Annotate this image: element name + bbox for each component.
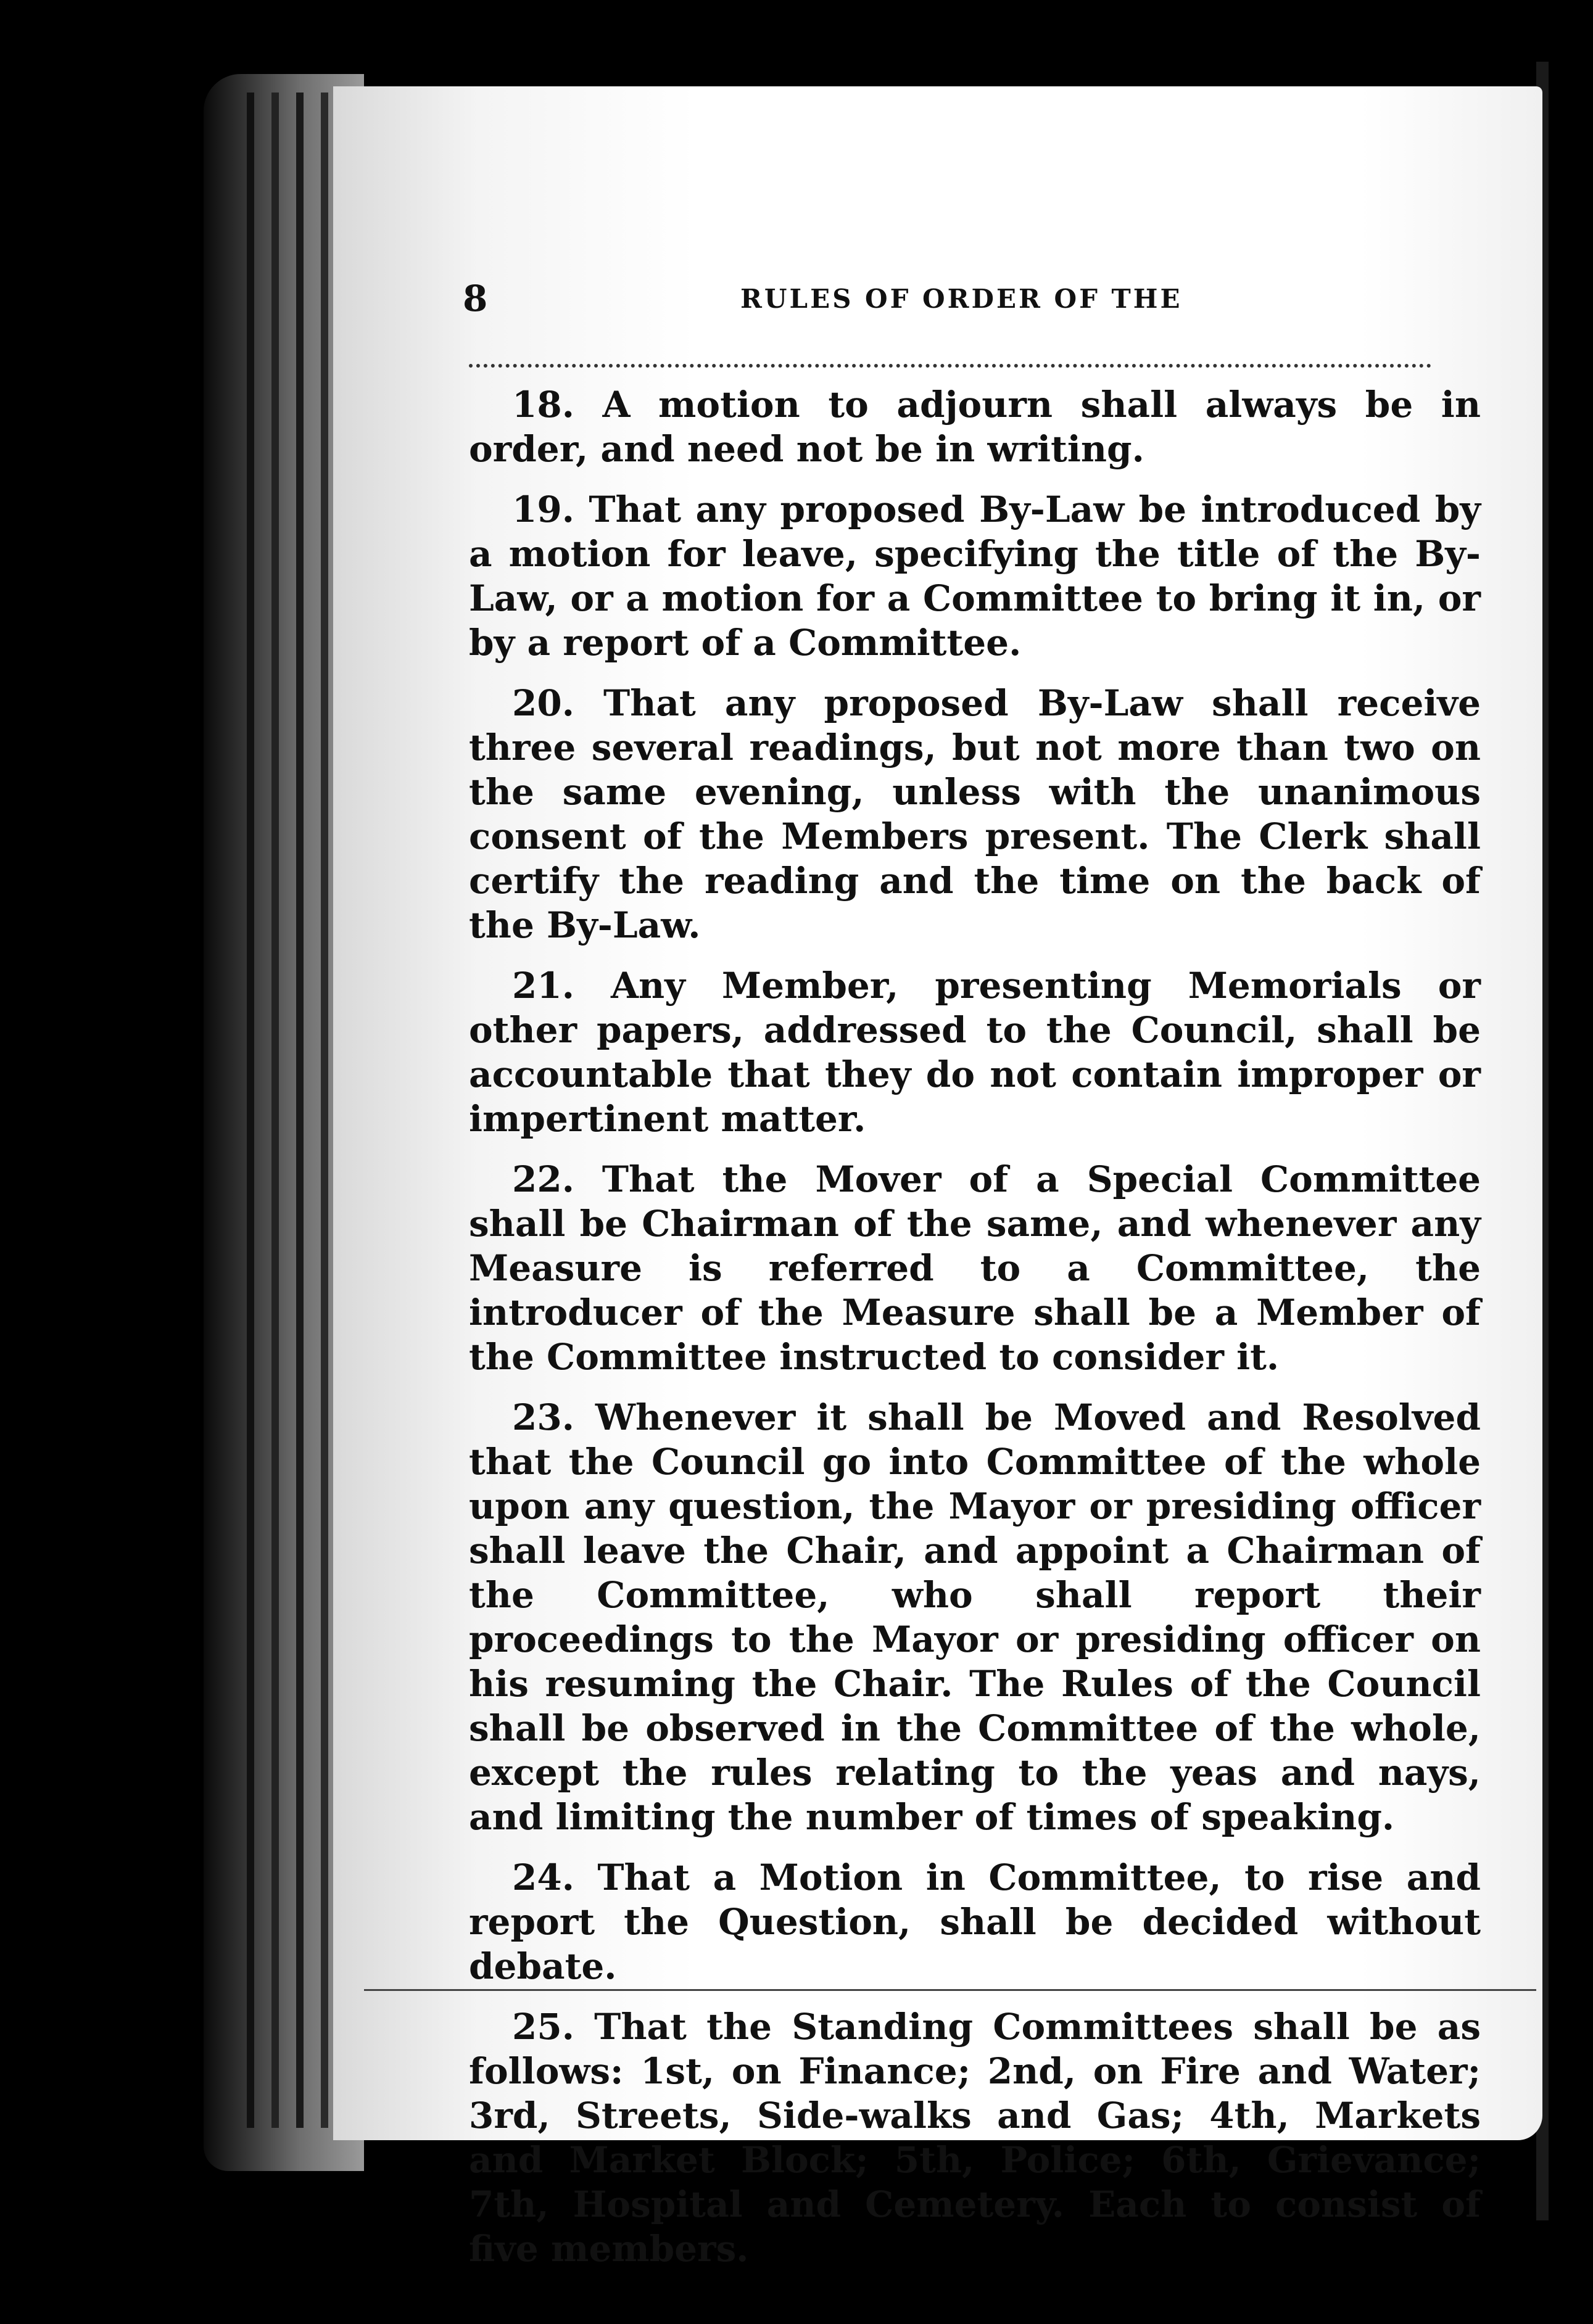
header-dotted-rule [469,364,1431,368]
running-head-title: RULES OF ORDER OF THE [740,284,1183,314]
page-number: 8 [463,278,488,319]
rule-22: 22. That the Mover of a Special Committee shall be Chairman of the same, and whenever any Measure is referred to a Committee, the introducer of the Measure shall be a Member of the Committee instructed to consider it. [469,1158,1481,1378]
rule-21: 21. Any Member, presenting Memorials or other papers, addressed to the Council, shall be accountable that they do not contain improper or impertinent matter. [469,965,1481,1140]
rule-18: 18. A motion to adjourn shall always be in order, and need not be in writing. [469,384,1481,470]
rule-19: 19. That any proposed By-Law be introduced by a motion for leave, specifying the title of the By-Law, or a motion for a Committee to bring it in, or by a report of a Committee. [469,488,1481,664]
rule-24: 24. That a Motion in Committee, to rise and report the Question, shall be decided without debate. [469,1856,1481,1987]
rule-25: 25. That the Standing Committees shall be as follows: 1st, on Finance; 2nd, on Fire and Water; 3rd, Streets, Side-walks and Gas; 4th, Markets and Market Block; 5th, Police; 6th, Grievance; 7th, Hospital and Cemetery. Each to consist of five members. [469,2006,1481,2270]
bottom-rule [364,1989,1536,1991]
running-head [463,278,1487,327]
rule-20: 20. That any proposed By-Law shall receive three several readings, but not more than two on the same evening, unless with the unanimous consent of the Members present. The Clerk shall certify the reading and the time on the back of the By-Law. [469,682,1481,946]
rules-body [469,382,1481,2287]
rule-23: 23. Whenever it shall be Moved and Resolved that the Council go into Committee of the whole upon any question, the Mayor or presiding officer shall leave the Chair, and appoint a Chairman of the Committee, who shall report their proceedings to the Mayor or presiding officer on his resuming the Chair. The Rules of the Council shall be observed in the Committee of the whole, except the rules relating to the yeas and nays, and limiting the number of times of speaking. [469,1396,1481,1838]
